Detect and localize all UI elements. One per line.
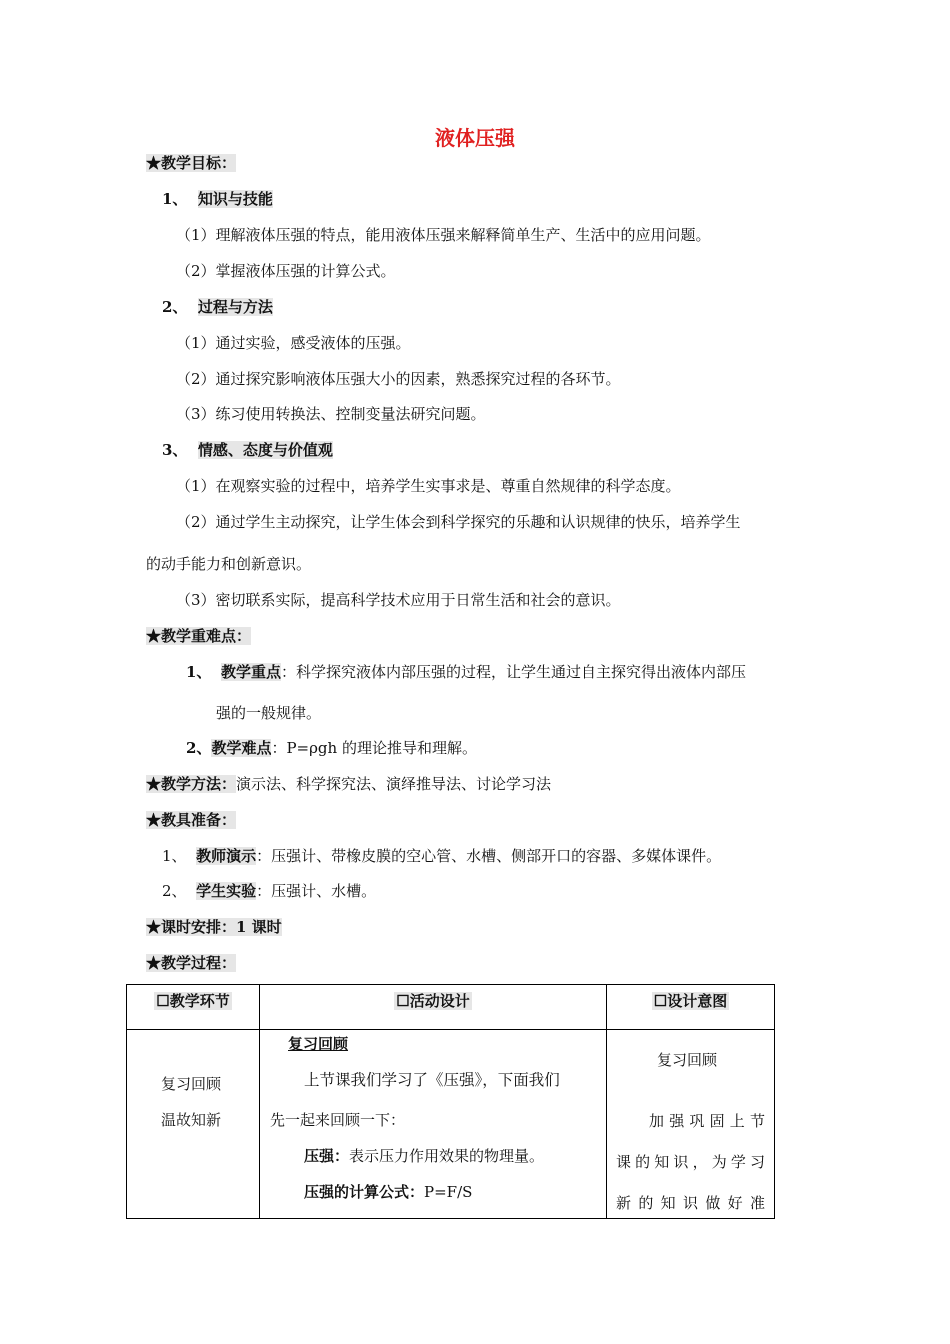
- equipment-text: ：压强计、水槽。: [256, 882, 377, 900]
- intent-line: 新的知识做好准: [616, 1194, 765, 1212]
- method-label: ★教学方法：: [146, 775, 237, 793]
- keypoints-heading: ★教学重难点：: [146, 627, 252, 645]
- goal-section-1: [162, 189, 273, 209]
- keypoint-1-continued: 强的一般规律。: [216, 704, 322, 722]
- cell-activity: [260, 1030, 607, 1219]
- activity-line: 上节课我们学习了《压强》，下面我们: [304, 1071, 560, 1089]
- table-row: [127, 1030, 775, 1219]
- definition-label: 压强：: [304, 1147, 350, 1165]
- goals-heading: ★教学目标：: [146, 154, 237, 172]
- goal-item: （3）密切联系实际，提高科学技术应用于日常生活和社会的意识。: [176, 591, 621, 609]
- header-activity: ☐活动设计: [260, 985, 607, 1030]
- goal-item: （3）练习使用转换法、控制变量法研究问题。: [176, 405, 486, 423]
- section-title: 情感、态度与价值观: [197, 441, 333, 459]
- cell-stage: [127, 1030, 260, 1219]
- keypoint-text: ：P=ρgh 的理论推导和理解。: [271, 739, 477, 757]
- keypoint-number: 2、: [186, 739, 212, 757]
- keypoint-label: 教学重点: [220, 663, 281, 681]
- keypoint-label: 教学难点: [211, 739, 272, 757]
- goal-item-continued: 的动手能力和创新意识。: [146, 555, 312, 573]
- goal-section-3: [162, 440, 333, 460]
- equipment-2: [162, 881, 376, 901]
- keypoint-1: [186, 662, 746, 682]
- section-number: 3、: [162, 441, 188, 459]
- page-title: 液体压强: [435, 126, 515, 150]
- equipment-number: 1、: [162, 847, 187, 865]
- stage-line: 复习回顾: [161, 1075, 222, 1093]
- schedule-line: ★课时安排：1 课时: [146, 918, 282, 936]
- header-intent: ☐设计意图: [607, 985, 775, 1030]
- keypoint-2: [186, 738, 477, 758]
- formula-text: P=F/S: [424, 1183, 473, 1201]
- intent-line: 复习回顾: [657, 1051, 718, 1069]
- activity-title: 复习回顾: [288, 1035, 349, 1053]
- goal-item: （1）在观察实验的过程中，培养学生实事求是、尊重自然规律的科学态度。: [176, 477, 681, 495]
- formula-label: 压强的计算公式：: [304, 1183, 425, 1201]
- intent-line: 课的知识，为学习: [616, 1153, 765, 1171]
- goal-section-2: [162, 297, 273, 317]
- table-header-row: [127, 985, 775, 1030]
- section-title: 知识与技能: [197, 190, 273, 208]
- intent-line: 加强巩固上节: [649, 1112, 765, 1130]
- keypoint-number: 1、: [186, 663, 212, 681]
- goal-item: （1）通过实验，感受液体的压强。: [176, 334, 411, 352]
- definition-text: 表示压力作用效果的物理量。: [349, 1147, 545, 1165]
- method-line: [146, 774, 551, 794]
- activity-definition: [304, 1146, 544, 1166]
- process-table: [126, 984, 775, 1219]
- header-stage: ☐教学环节: [127, 985, 260, 1030]
- section-number: 2、: [162, 298, 188, 316]
- equipment-heading: ★教具准备：: [146, 811, 237, 829]
- section-number: 1、: [162, 190, 188, 208]
- equipment-text: ：压强计、带橡皮膜的空心管、水槽、侧部开口的容器、多媒体课件。: [256, 847, 722, 865]
- equipment-label: 学生实验: [196, 882, 257, 900]
- section-title: 过程与方法: [197, 298, 273, 316]
- equipment-label: 教师演示: [196, 847, 257, 865]
- cell-intent: [607, 1030, 775, 1219]
- keypoint-text: ：科学探究液体内部压强的过程，让学生通过自主探究得出液体内部压: [281, 663, 747, 681]
- goal-item: （2）通过学生主动探究，让学生体会到科学探究的乐趣和认识规律的快乐，培养学生: [176, 513, 741, 531]
- equipment-number: 2、: [162, 882, 187, 900]
- goal-item: （2）掌握液体压强的计算公式。: [176, 262, 396, 280]
- stage-line: 温故知新: [161, 1111, 222, 1129]
- activity-line: 先一起来回顾一下：: [270, 1111, 406, 1129]
- goal-item: （2）通过探究影响液体压强大小的因素，熟悉探究过程的各环节。: [176, 370, 621, 388]
- equipment-1: [162, 846, 721, 866]
- process-heading: ★教学过程：: [146, 954, 237, 972]
- method-text: 演示法、科学探究法、演绎推导法、讨论学习法: [236, 775, 552, 793]
- activity-formula: [304, 1182, 472, 1202]
- goal-item: （1）理解液体压强的特点，能用液体压强来解释简单生产、生活中的应用问题。: [176, 226, 711, 244]
